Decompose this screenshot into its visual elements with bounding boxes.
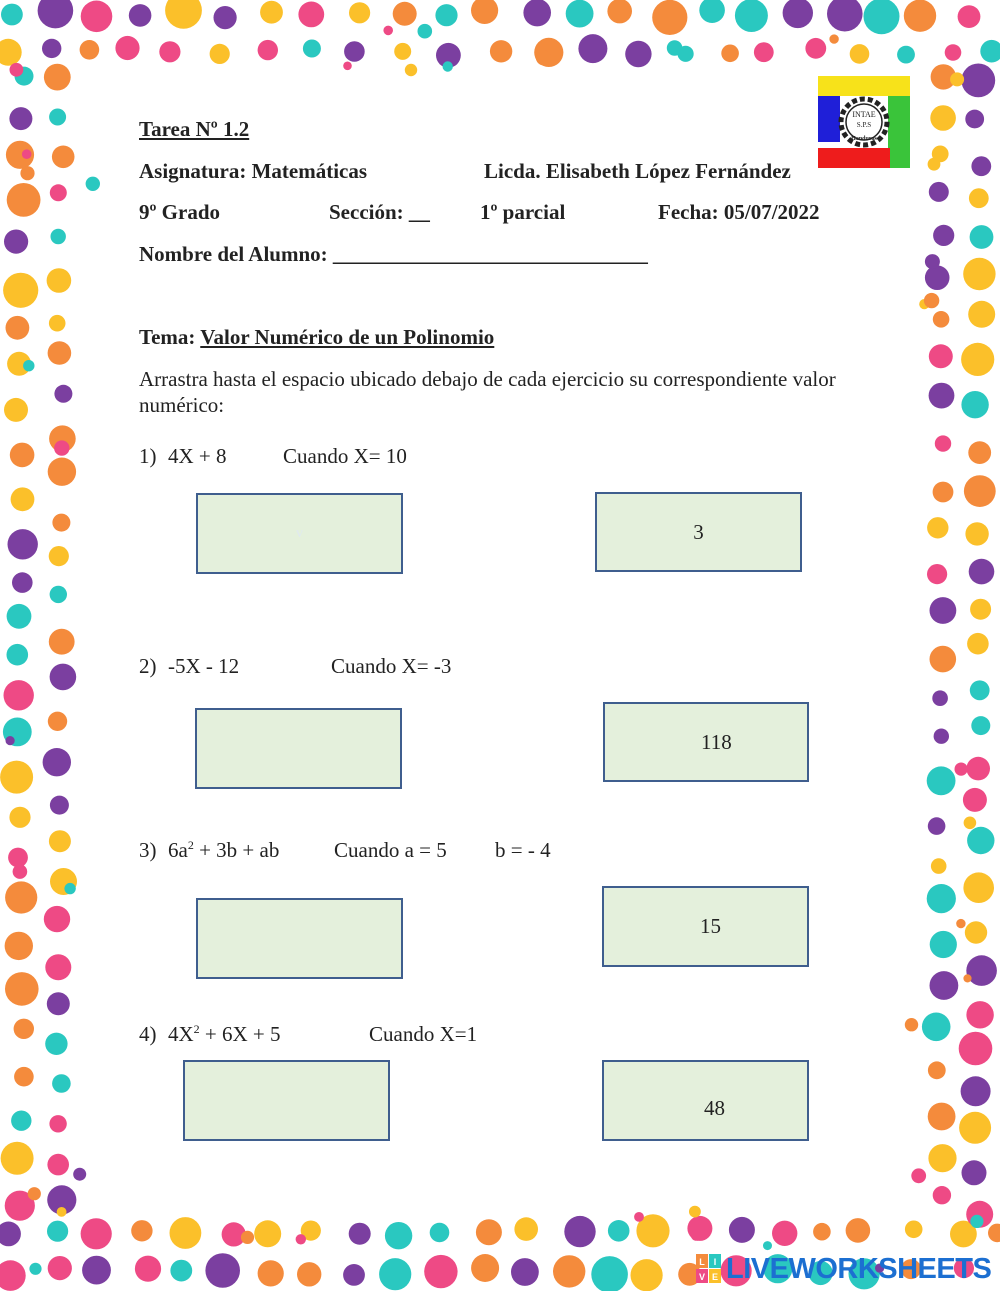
border-dot [667,40,683,56]
border-dot [81,1218,112,1249]
border-dot [967,827,994,854]
border-dot [260,1,283,24]
border-dot [54,385,72,403]
border-dot [922,1013,951,1042]
border-dot [13,864,28,879]
border-dot [0,761,33,794]
border-dot [10,63,24,77]
border-dot [864,0,900,34]
border-dot [970,680,990,700]
border-dot [763,1241,772,1250]
border-dot [965,522,988,545]
border-dot [393,2,417,26]
answer-option-3[interactable] [595,492,802,572]
border-dot [933,225,954,246]
topic-line [139,325,494,350]
logo-text-3: Honduras [851,136,877,142]
border-dot [476,1219,502,1245]
border-dot [968,301,995,328]
border-dot [64,883,75,894]
border-dot [298,2,324,28]
border-dot [1,1142,34,1175]
border-dot [928,1144,956,1172]
border-dot [930,597,957,624]
border-dot [443,61,453,71]
border-dot [930,971,959,1000]
border-dot [924,293,939,308]
exercise-4-expression [168,1022,281,1047]
border-dot [490,40,512,62]
border-dot [344,41,365,62]
border-dot [608,1220,630,1242]
border-dot [5,881,37,913]
border-dot [969,188,989,208]
border-dot [514,1217,538,1241]
border-dot [964,475,996,507]
border-dot [11,487,35,511]
border-dot [925,254,940,269]
border-dot [929,383,955,409]
exercise-3-expression [168,838,279,863]
border-dot [435,4,457,26]
border-dot [805,38,826,59]
exercise-2-number: 2) [139,654,157,678]
border-dot [50,184,67,201]
border-dot [12,572,33,593]
border-dot [970,1215,983,1228]
border-dot [44,64,71,91]
topic-label: Tema: [139,325,196,349]
border-dot [14,1019,34,1039]
border-dot [721,45,739,63]
answer-option-3-label: 3 [693,519,704,544]
border-dot [988,1224,1000,1243]
border-dot [963,258,995,290]
border-dot [424,1255,457,1288]
border-dot [349,2,370,23]
border-dot [14,1067,34,1087]
border-dot [48,458,76,486]
border-dot [729,1217,755,1243]
border-dot [49,546,69,566]
answer-option-15-label: 15 [700,914,721,938]
border-dot [51,229,66,244]
border-dot [115,36,139,60]
border-dot [1,4,23,26]
border-dot [11,1111,31,1131]
border-dot [394,43,411,60]
border-dot [45,954,71,980]
border-dot [971,156,991,176]
border-dot [52,514,70,532]
border-dot [652,0,687,35]
badge-letter: I [713,1257,717,1267]
border-dot [5,972,39,1006]
border-dot [48,1256,72,1280]
border-dot [57,1207,67,1217]
border-dot [54,440,69,455]
border-dot [471,1254,499,1282]
border-dot [966,757,990,781]
border-dot [418,24,433,39]
border-dot [969,559,995,585]
border-dot [933,482,954,503]
border-dot [772,1221,797,1246]
border-dot [965,110,984,129]
exercise-4-number: 4) [139,1022,157,1046]
liveworksheets-brand: LIVEWORKSHEETS [726,1252,992,1285]
border-dot [258,40,278,60]
border-dot [980,40,1000,63]
border-dot [578,34,607,63]
border-dot [47,268,72,293]
exercise-3-terms-b: + 3b + ab [199,838,280,862]
border-dot [928,817,946,835]
border-dot [566,0,594,28]
border-dot [735,0,768,32]
border-dot [553,1255,585,1287]
border-dot [813,1223,831,1241]
border-dot [963,974,971,982]
border-dot [49,109,66,126]
answer-option-48-label: 48 [704,1096,725,1120]
school-logo [818,76,910,168]
border-dot [691,1230,702,1241]
border-dot [205,1253,240,1288]
border-dot [50,586,67,603]
border-dot [962,1160,987,1185]
border-dot [964,817,977,830]
border-dot [689,1206,701,1218]
border-dot [829,34,838,43]
border-dot [4,230,28,254]
border-dot [73,1168,86,1181]
border-dot [9,107,32,130]
border-dot [8,848,28,868]
border-dot [52,146,75,169]
border-dot [23,360,34,371]
border-dot [170,1260,192,1282]
border-dot [966,1001,993,1028]
border-dot [8,529,38,559]
border-dot [927,884,956,913]
border-dot [0,1260,26,1291]
exercise-2-condition: Cuando X= -3 [331,654,452,678]
border-dot [159,41,180,62]
exercise-4-exponent: 2 [193,1022,200,1036]
logo-text-2: S.P.S [856,121,872,129]
border-dot [961,64,995,98]
border-dot [523,0,551,26]
border-dot [928,1061,946,1079]
exercise-3-term-a: 6a [168,838,188,862]
border-dot [956,919,965,928]
exercise-4-terms-b: + 6X + 5 [204,1022,281,1046]
border-dot [0,39,22,66]
border-dot [210,44,230,64]
border-dot [950,72,964,86]
border-dot [933,1186,951,1204]
border-dot [48,341,72,365]
border-dot [959,1112,991,1144]
border-dot [970,225,994,249]
border-dot [258,1260,284,1286]
border-dot [49,1115,66,1132]
exercise-4-drop-zone[interactable] [183,1060,390,1141]
border-dot [50,796,69,815]
border-dot [930,105,956,131]
border-dot [81,0,113,32]
border-dot [165,0,202,29]
border-dot [925,265,950,290]
border-dot [958,5,981,28]
border-dot [48,712,67,731]
border-dot [9,807,30,828]
border-dot [754,42,774,62]
border-dot [965,921,987,943]
partial-label: 1º parcial [480,200,566,224]
border-dot [904,0,936,32]
border-dot [50,664,77,691]
border-dot [932,690,948,706]
border-dot [343,1264,365,1286]
border-dot [4,680,34,710]
border-dot [564,1216,595,1247]
border-dot [963,872,994,903]
answer-option-118-label: 118 [701,729,732,754]
border-dot [86,177,100,191]
border-dot [930,931,957,958]
section-label: Sección: __ [329,200,430,224]
border-dot [536,50,551,65]
border-dot [934,729,949,744]
border-dot [49,830,71,852]
border-dot [7,183,41,217]
task-number: Tarea Nº 1.2 [139,117,250,141]
border-dot [20,166,34,180]
exercise-3-number: 3) [139,838,157,862]
border-dot [3,273,38,308]
border-dot [385,1222,412,1249]
border-dot [966,955,997,986]
border-dot [44,906,70,932]
border-dot [931,858,947,874]
instructions: Arrastra hasta el espacio ubicado debajo de cada ejercicio su correspondiente valor numérico: [139,367,836,417]
border-dot [928,1103,956,1131]
border-dot [933,311,950,328]
border-dot [927,766,956,795]
border-dot [22,149,32,159]
answer-option-48[interactable] [602,1060,809,1141]
subject-label: Asignatura: Matemáticas [139,159,368,183]
border-dot [135,1256,161,1282]
border-dot [850,44,870,64]
badge-letter: E [711,1272,719,1282]
border-dot [80,40,100,60]
border-dot [897,46,915,64]
border-dot [631,1259,663,1291]
border-dot [254,1220,281,1247]
exercise-2-drop-zone[interactable] [195,708,402,789]
border-dot [961,1076,991,1106]
border-dot [634,1212,644,1222]
border-dot [28,1187,41,1200]
exercise-4-condition: Cuando X=1 [369,1022,478,1046]
border-dot [4,398,28,422]
border-dot [511,1258,539,1286]
border-dot [47,1221,68,1242]
border-dot [971,716,990,735]
border-dot [405,64,417,76]
topic-title: Valor Numérico de un Polinomio [200,325,495,349]
border-dot [935,435,951,451]
exercise-1-expression: 4X + 8 [168,444,227,468]
border-dot [82,1256,111,1285]
border-dot [783,0,813,28]
border-dot [911,1168,926,1183]
border-dot [967,633,989,655]
border-dot [699,0,725,23]
border-dot [927,517,948,538]
border-dot [10,443,35,468]
border-dot [625,41,651,67]
border-dot [0,1222,21,1247]
border-dot [47,992,70,1015]
border-dot [961,391,988,418]
badge-letter: L [699,1257,705,1267]
exercise-2-expression: -5X - 12 [168,654,240,678]
border-dot [929,182,949,202]
border-dot [131,1220,152,1241]
exercise-3-condition-b: b = - 4 [495,838,551,862]
border-dot [42,39,61,58]
exercise-1-drop-hint: v [296,525,303,541]
border-dot [6,736,15,745]
border-dot [846,1218,871,1243]
border-dot [45,1033,67,1055]
border-dot [928,158,941,171]
border-dot [296,1234,306,1244]
border-dot [5,932,33,960]
border-dot [52,1074,71,1093]
border-dot [607,0,632,23]
logo-text-1: INTAE [852,110,876,119]
exercise-1-drop-zone[interactable] [196,493,403,574]
exercise-3-drop-zone[interactable] [196,898,403,979]
border-dot [49,629,75,655]
border-dot [297,1262,321,1286]
border-dot [170,1217,202,1249]
exercise-1-number: 1) [139,444,157,468]
border-dot [430,1223,450,1243]
border-dot [905,1018,918,1031]
border-dot [963,788,987,812]
border-dot [303,40,321,58]
border-dot [970,599,991,620]
badge-letter: V [698,1272,706,1282]
border-dot [905,1221,923,1239]
border-dot [343,62,352,71]
border-dot [929,344,953,368]
border-dot [383,26,393,36]
border-dot [6,316,30,340]
exercise-1-condition: Cuando X= 10 [283,444,407,468]
border-dot [29,1263,41,1275]
border-dot [47,1154,69,1176]
border-dot [349,1223,371,1245]
liveworksheets-logo[interactable] [696,1252,991,1286]
teacher-name: Licda. Elisabeth López Fernández [484,159,791,183]
live-badge-icon [696,1254,722,1284]
exercise-4-term-a: 4X [168,1022,194,1046]
exercise-3-exponent: 2 [187,838,194,852]
exercise-3-condition-a: Cuando a = 5 [334,838,447,862]
border-dot [38,0,74,28]
border-dot [129,4,152,27]
border-dot [945,44,962,61]
border-dot [214,6,237,29]
date-label: Fecha: 05/07/2022 [658,200,820,224]
border-dot [379,1258,411,1290]
grade-label: 9º Grado [139,200,221,224]
border-dot [43,748,71,776]
border-dot [927,564,947,584]
student-name-line: Nombre del Alumno: ______________________________ [139,242,648,266]
border-dot [7,604,32,629]
border-dot [591,1256,628,1291]
border-dot [959,1032,993,1066]
border-dot [471,0,498,24]
answer-option-15[interactable] [602,886,809,967]
border-dot [49,315,66,332]
border-dot [930,646,957,673]
border-dot [955,763,968,776]
border-dot [241,1231,254,1244]
answer-option-118[interactable] [603,702,809,782]
border-dot [968,441,991,464]
border-dot [6,644,28,666]
border-dot [827,0,863,31]
border-dot [961,343,994,376]
